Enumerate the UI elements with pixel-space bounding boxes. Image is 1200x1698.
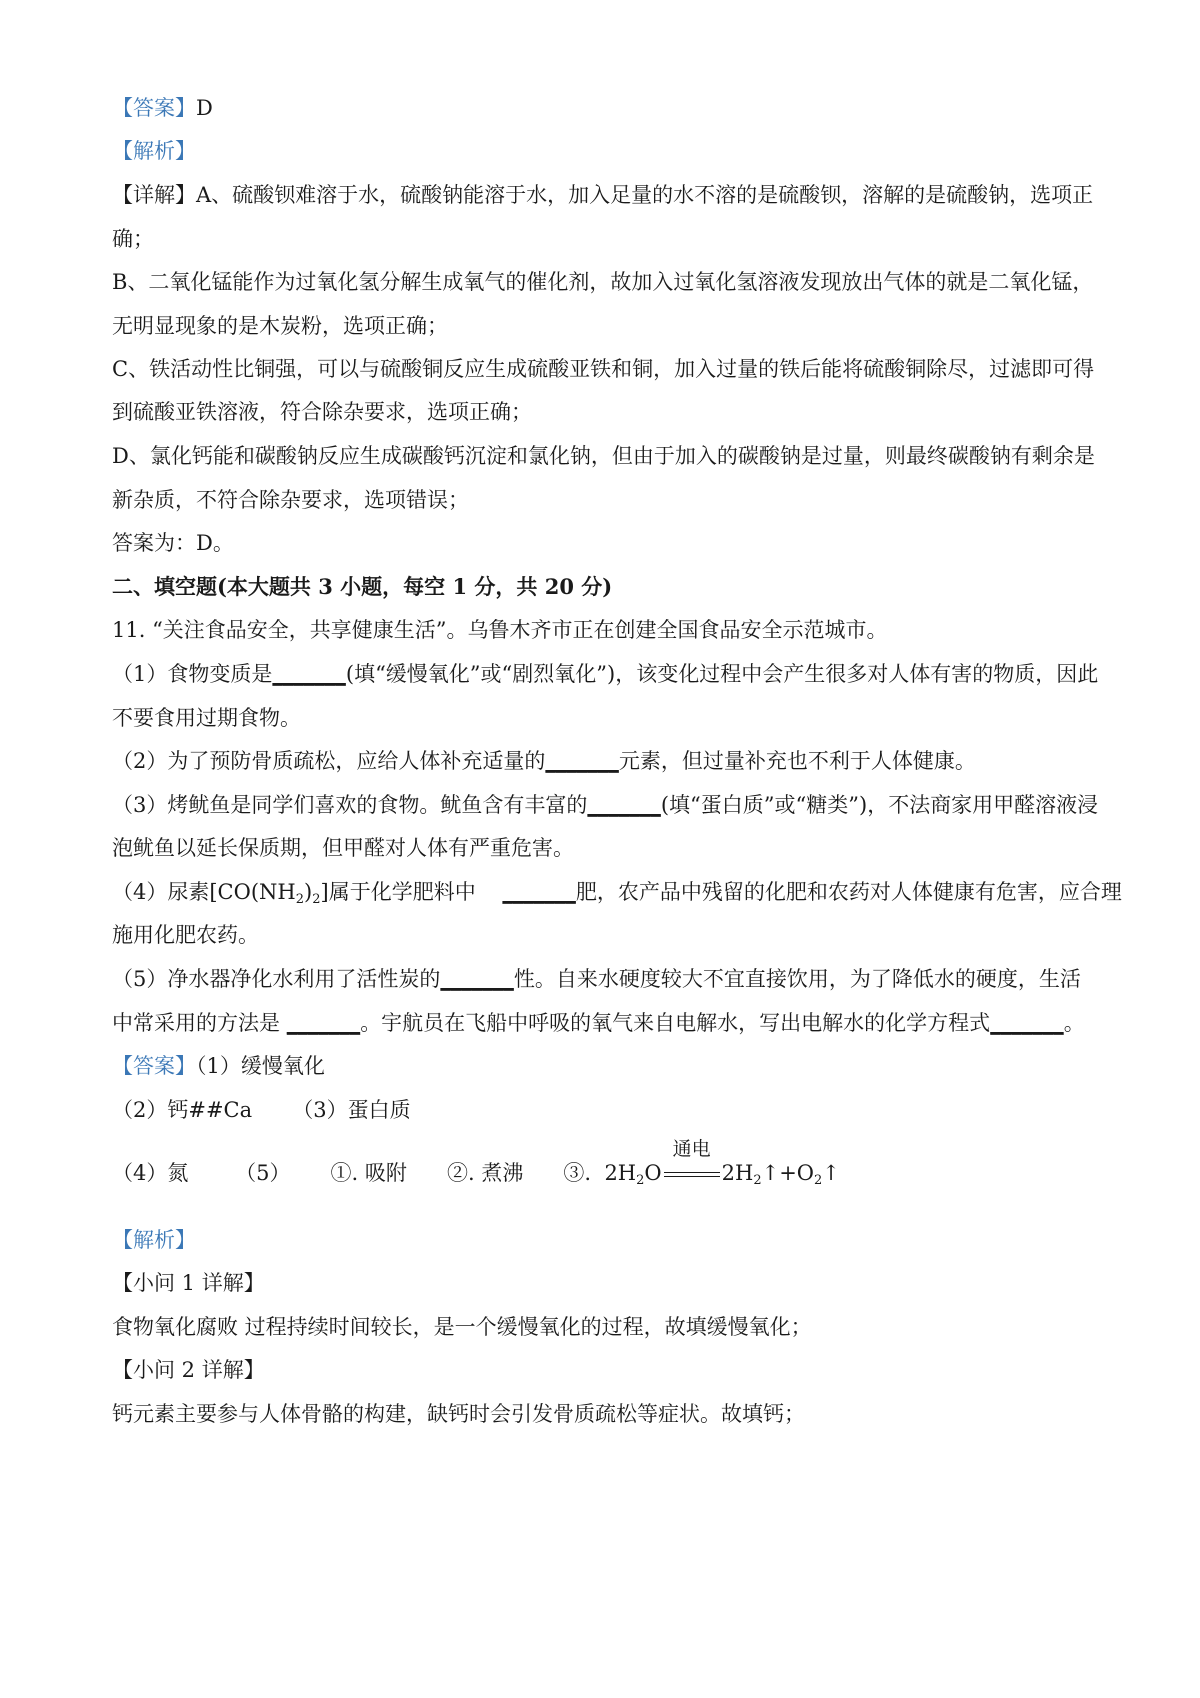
- detail-tag: 【详解】: [112, 183, 196, 207]
- detail-a-line-2: 确；: [112, 227, 154, 251]
- answer-tag: 【答案】: [112, 96, 196, 120]
- answer-line-4: （4）氮 （5） ①. 吸附 ②. 煮沸 ③. $2H_2O$ 通电 $2H_2↑+O_2↑$: [112, 1138, 840, 1188]
- sub-question-2-title: 【小问 2 详解】: [112, 1358, 265, 1382]
- answer-line-3: （2）钙##Ca （3）蛋白质: [112, 1098, 411, 1122]
- answer-blank: _______: [272, 662, 346, 686]
- section-title: 二、填空题(本大题共 3 小题，每空 1 分，共 20 分): [112, 574, 613, 599]
- detail-c-line-1: C、铁活动性比铜强，可以与硫酸铜反应生成硫酸亚铁和铜，加入过量的铁后能将硫酸铜除尽，过滤即可得: [112, 357, 1095, 381]
- question-11-stem: 11. “关注食品安全，共享健康生活”。乌鲁木齐市正在创建全国食品安全示范城市。: [112, 618, 888, 642]
- answer-blank: _______: [502, 880, 576, 904]
- chemical-equation: $2H_2O$ 通电 $2H_2↑+O_2↑$: [604, 1138, 840, 1188]
- answer-line-2: 【答案】（1）缓慢氧化: [112, 1054, 325, 1078]
- detail-conclusion: 答案为：D。: [112, 531, 234, 555]
- question-11-part-1-line-2: 不要食用过期食物。: [112, 706, 301, 730]
- answer-line-1: [112, 93, 1102, 123]
- detail-a-line-1: 【详解】A、硫酸钡难溶于水，硫酸钠能溶于水，加入足量的水不溶的是硫酸钡，溶解的是硫酸钠，选项正: [112, 183, 1094, 207]
- detail-c-line-2: 到硫酸亚铁溶液，符合除杂要求，选项正确；: [112, 400, 532, 424]
- answer-blank: _______: [545, 749, 619, 773]
- sub-question-1-text: 食物氧化腐败 过程持续时间较长，是一个缓慢氧化的过程，故填缓慢氧化；: [112, 1315, 812, 1339]
- equation-double-bar: [664, 1172, 720, 1177]
- analysis-tag-1: 【解析】: [112, 139, 196, 163]
- detail-d-line-1: D、氯化钙能和碳酸钠反应生成碳酸钙沉淀和氯化钠，但由于加入的碳酸钠是过量，则最终碳酸钠有剩余是: [112, 444, 1095, 468]
- sub-question-2-text: 钙元素主要参与人体骨骼的构建，缺钙时会引发骨质疏松等症状。故填钙；: [112, 1402, 805, 1426]
- question-11-part-1: （1）食物变质是_______(填“缓慢氧化”或“剧烈氧化”)，该变化过程中会产生很多对人体有害的物质，因此: [112, 662, 1099, 686]
- reaction-condition: 通电: [662, 1158, 722, 1188]
- question-11-part-2: （2）为了预防骨质疏松，应给人体补充适量的_______元素，但过量补充也不利于人体健康。: [112, 749, 976, 773]
- answer-value: D: [196, 96, 213, 120]
- question-11-part-5-line-2: 中常采用的方法是 _______。宇航员在飞船中呼吸的氧气来自电解水，写出电解水的化学方程式_______。: [112, 1011, 1085, 1035]
- answer-blank: _______: [440, 967, 514, 991]
- question-11-part-3: （3）烤鱿鱼是同学们喜欢的食物。鱿鱼含有丰富的_______(填“蛋白质”或“糖类”)，不法商家用甲醛溶液浸: [112, 793, 1099, 817]
- answer-tag: 【答案】: [112, 1054, 196, 1078]
- question-11-part-3-line-2: 泡鱿鱼以延长保质期，但甲醛对人体有严重危害。: [112, 836, 574, 860]
- answer-blank: _______: [286, 1011, 361, 1035]
- question-11-part-4-line-2: 施用化肥农药。: [112, 923, 259, 947]
- detail-b-line-1: B、二氧化锰能作为过氧化氢分解生成氧气的催化剂，故加入过氧化氢溶液发现放出气体的就是二氧化锰，: [112, 270, 1094, 294]
- question-11-part-5: （5）净水器净化水利用了活性炭的_______性。自来水硬度较大不宜直接饮用，为了降低水的硬度，生活: [112, 967, 1081, 991]
- detail-b-line-2: 无明显现象的是木炭粉，选项正确；: [112, 314, 448, 338]
- question-11-part-4: （4）尿素$[CO(NH_2)_2]$属于化学肥料中 _______肥，农产品中残留的化肥和农药对人体健康有危害，应合理: [112, 880, 1122, 907]
- sub-question-1-title: 【小问 1 详解】: [112, 1271, 265, 1295]
- answer-blank: _______: [990, 1011, 1064, 1035]
- answer-blank: _______: [587, 793, 661, 817]
- detail-d-line-2: 新杂质，不符合除杂要求，选项错误；: [112, 488, 469, 512]
- analysis-tag-2: 【解析】: [112, 1228, 196, 1252]
